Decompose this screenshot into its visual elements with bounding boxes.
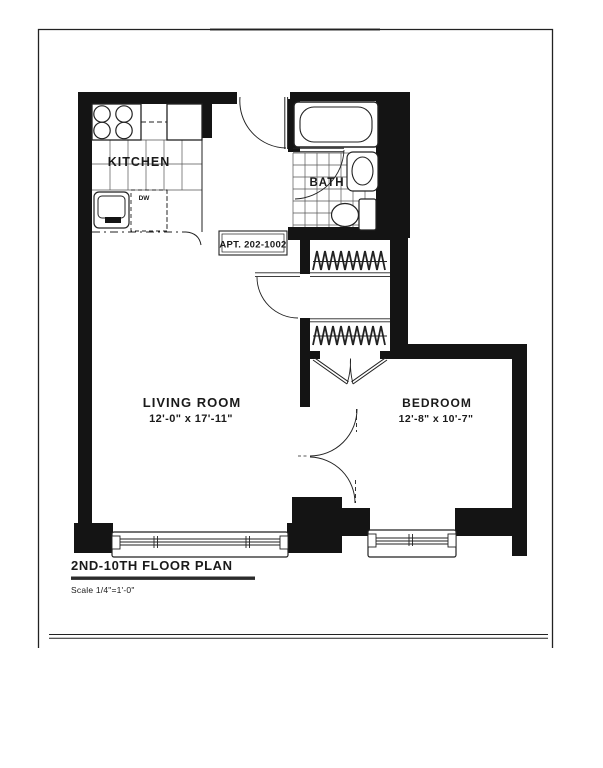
apartment-label: [219, 231, 287, 255]
entry-door: [240, 97, 288, 149]
living-room-window: [112, 532, 288, 557]
closet1-bottom-lines: [255, 273, 390, 277]
kitchen-sink-drain: [105, 217, 121, 223]
plan-title: 2ND-10TH FLOOR PLAN: [71, 558, 233, 573]
window-end-cap: [280, 536, 288, 549]
wall-bath-east-column: [376, 92, 410, 238]
title-underline: [71, 577, 255, 580]
entry-door-leaf: [285, 97, 288, 149]
window-end-cap: [368, 534, 376, 547]
frame-bottom-rule: [49, 635, 548, 639]
living-room-dims: 12'-0" x 17'-11": [149, 413, 233, 425]
toilet-tank: [359, 199, 376, 230]
counter-rounded-corner: [186, 232, 201, 245]
hall-door-swing-arc: [257, 277, 298, 318]
plan-scale-note: Scale 1/4"=1'-0": [71, 585, 135, 595]
refrigerator: [167, 104, 202, 140]
stove-burner: [94, 106, 110, 122]
plan-footer: [71, 558, 255, 595]
wall-bifold-jamb-right: [380, 351, 392, 359]
bedroom-door-swing-arc-top: [310, 409, 357, 456]
bathroom: [293, 102, 378, 230]
wall-closet1-stub: [300, 240, 310, 274]
living-room-label: LIVING ROOM: [142, 395, 242, 410]
bedroom-door-leaves-dashed: [356, 409, 357, 503]
bath-door-swing-arc: [295, 150, 344, 199]
closet1-hangers: [313, 251, 385, 270]
wall-bedroom-east: [512, 344, 527, 556]
wall-livingroom-south-left: [74, 523, 113, 553]
wall-closet2-west: [300, 318, 310, 407]
stove-burner: [116, 106, 132, 122]
closets: [255, 251, 390, 384]
window-end-cap: [112, 536, 120, 549]
kitchen: [92, 104, 202, 245]
closet2-bifold-swing: [347, 359, 353, 385]
bedroom-window: [368, 530, 456, 557]
kitchen-sink-basin: [98, 196, 125, 218]
bedroom-door-swing-arc-bottom: [310, 457, 355, 503]
wall-bifold-jamb-left: [308, 351, 320, 359]
dishwasher-label: DW: [138, 195, 150, 202]
kitchen-label: KITCHEN: [107, 155, 171, 169]
entry-door-swing-arc: [240, 97, 286, 148]
bedroom-double-doors: [298, 409, 357, 503]
wall-left: [78, 92, 92, 553]
wall-bedroom-north: [392, 344, 527, 359]
wall-livingroom-south-right: [287, 523, 342, 553]
bath-door-leaf: [293, 148, 344, 152]
window-frame: [368, 530, 456, 557]
bathtub-basin: [300, 107, 372, 142]
bedroom-label: BEDROOM: [402, 396, 472, 410]
wall-top-kitchen: [78, 92, 237, 104]
toilet-bowl: [332, 204, 359, 227]
window-end-cap: [448, 534, 456, 547]
closet2-top-lines: [310, 319, 390, 322]
apt-number: APT. 202-1002: [219, 239, 287, 251]
bedroom-dims: 12'-8" x 10'-7": [398, 413, 474, 425]
wall-closet-east: [390, 238, 408, 352]
wall-bedroom-south-right: [455, 508, 512, 536]
stove-burner: [116, 122, 132, 138]
window-frame: [112, 532, 288, 557]
stove-burner: [94, 122, 110, 138]
bath-sink-basin: [352, 157, 373, 185]
bath-label: BATH: [309, 177, 345, 189]
